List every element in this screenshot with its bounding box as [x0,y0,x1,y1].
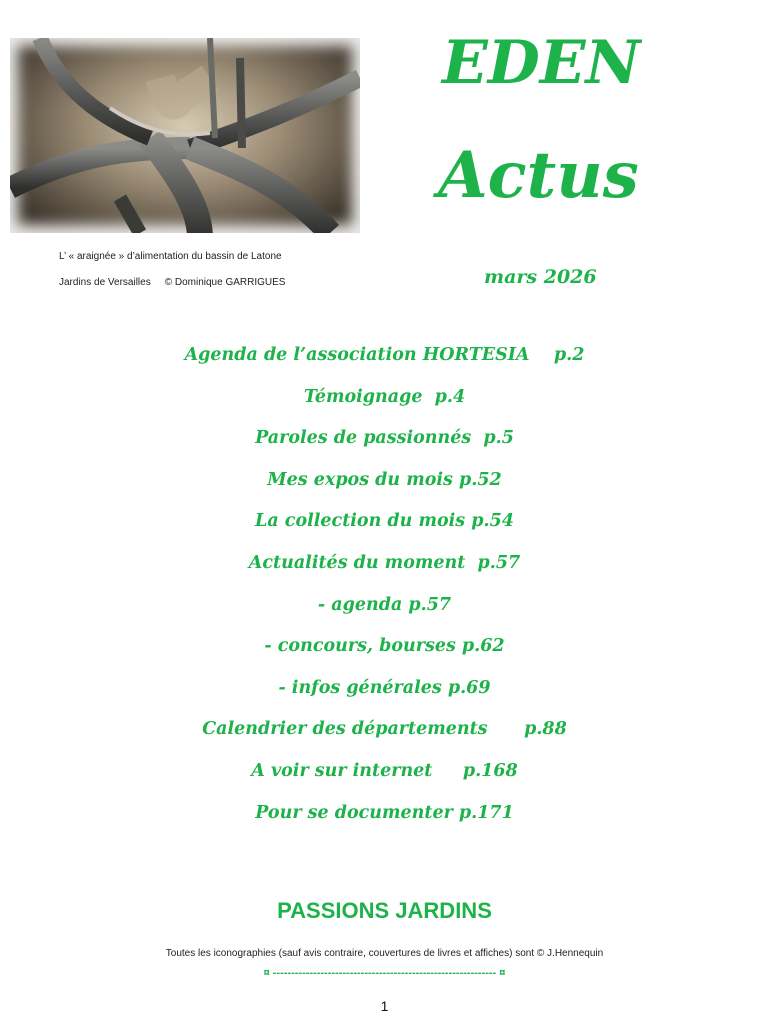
page-number: 1 [380,998,389,1014]
title-eden: EDEN [442,28,641,98]
title-actus: Actus [438,138,639,213]
issue-date: mars 2026 [484,266,597,288]
pipes-illustration [10,38,360,233]
toc-item[interactable]: - infos générales p.69 [278,677,491,698]
table-of-contents [0,340,759,839]
photo-credit-line [59,277,285,288]
toc-item[interactable]: Calendrier des départements p.88 [202,719,567,740]
toc-item[interactable]: Actualités du moment p.57 [248,552,521,573]
photo-place: Jardins de Versailles [59,277,151,288]
toc-item[interactable]: Paroles de passionnés p.5 [255,428,514,449]
toc-item[interactable]: Mes expos du mois p.52 [267,469,502,490]
photo-credit: © Dominique GARRIGUES [164,277,286,288]
toc-item[interactable]: A voir sur internet p.168 [251,760,518,781]
toc-item[interactable]: Pour se documenter p.171 [255,802,514,823]
toc-item[interactable]: Agenda de l’association HORTESIA p.2 [184,345,585,365]
cover-photo [10,38,360,233]
toc-item[interactable]: - agenda p.57 [317,594,452,615]
divider-line: ¤ ------------------------------------------------------------- ¤ [263,967,506,979]
photo-caption: L’ « araignée » d’alimentation du bassin de Latone [59,251,282,262]
toc-item[interactable]: La collection du mois p.54 [255,511,514,532]
credits-note: Toutes les iconographies (sauf avis contraire, couvertures de livres et affiches) sont © J.Hennequin [165,948,604,959]
section-title: PASSIONS JARDINS [277,898,492,923]
toc-item[interactable]: Témoignage p.4 [303,386,466,407]
toc-item[interactable]: - concours, bourses p.62 [264,636,505,657]
